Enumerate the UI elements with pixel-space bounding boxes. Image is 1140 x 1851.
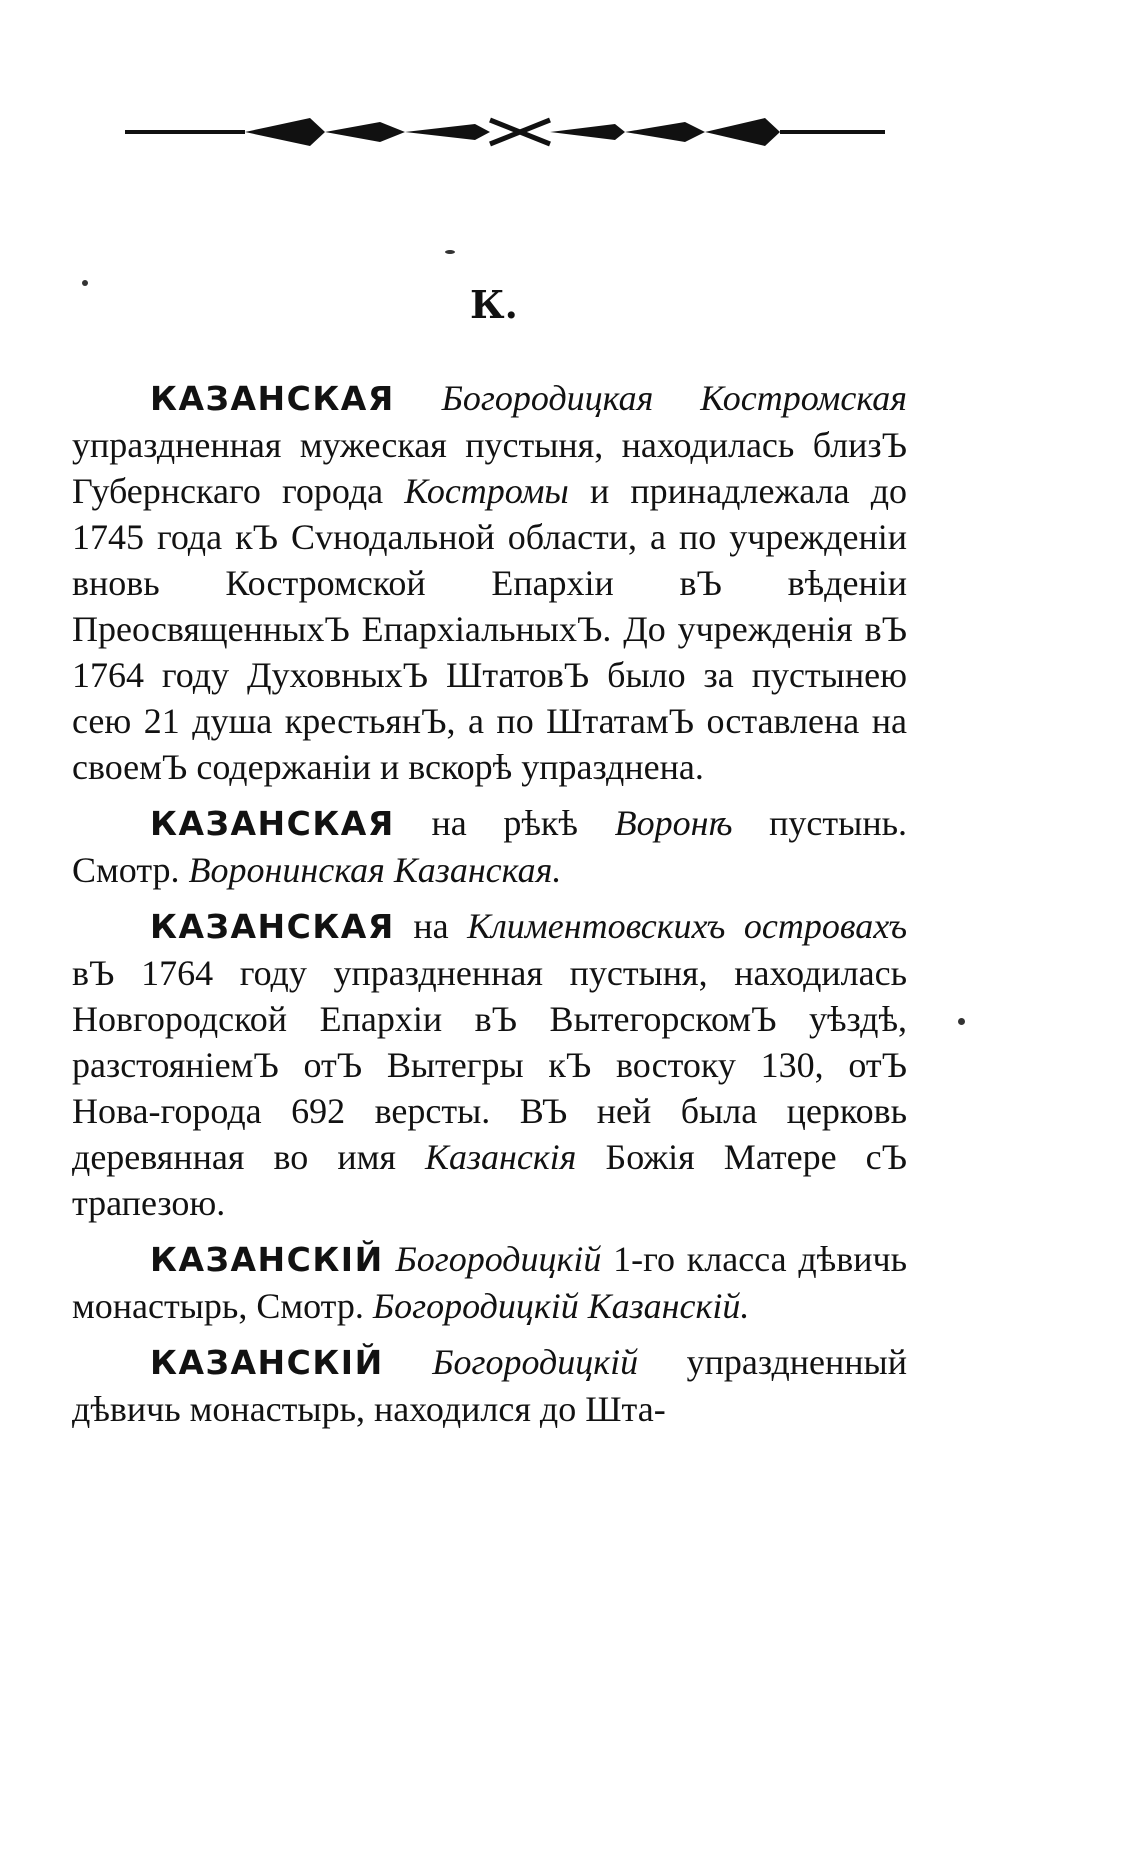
entry-text: вЪ 1764 году упраздненная пустыня, находилась Новгородской Епархіи вЪ ВытегорскомЪ уѣздѣ, разстояніемЪ отЪ Вытегры кЪ востоку 130, отЪ Нова-города 692 версты. ВЪ ней была церковь деревянная во имя (72, 953, 907, 1177)
entry-kazanskiy-bogoroditskiy (72, 1236, 907, 1329)
entry-kazanskaya-vorona (72, 800, 907, 893)
section-letter: К. (470, 282, 518, 327)
entry-text: упраздненный дѣвичь монастырь, находился до Шта- (72, 1342, 907, 1429)
entry-place: Воронѣ (614, 803, 733, 843)
entry-city: Костромы (404, 471, 569, 511)
entry-text: на (413, 906, 449, 946)
entry-name: Богородицкій (432, 1342, 639, 1382)
print-speck (82, 280, 88, 286)
entry-head: КАЗАНСКАЯ (150, 379, 395, 418)
entry-kazanskaya-kostromskaya (72, 375, 907, 790)
entry-head: КАЗАНСКІЙ (150, 1240, 384, 1279)
entry-name: Богородицкій (395, 1239, 602, 1279)
entry-head: КАЗАНСКАЯ (150, 804, 395, 843)
entry-text: на рѣкѣ (431, 803, 578, 843)
entry-text: упраздненная мужеская пустыня, находилась близЪ Губернскаго города (72, 425, 907, 511)
entry-head: КАЗАНСКАЯ (150, 907, 395, 946)
entry-place: Климентовскихъ островахъ (467, 906, 908, 946)
entry-reference: Богородицкій Казанскій. (372, 1286, 750, 1326)
entry-text: пустынь. Смотр. (72, 803, 908, 890)
dictionary-text (72, 375, 907, 1442)
entry-reference: Воронинская Казанская. (188, 850, 562, 890)
entry-name: Богородицкая Костромская (441, 378, 908, 418)
entry-kazanskaya-klimentovskikh (72, 903, 907, 1226)
entry-text: и принадлежала до 1745 года кЪ Сvнодальной области, а по учрежденіи вновь Костромской Епархіи вЪ вѣденіи ПреосвященныхЪ ЕпархіальныхЪ. До учрежденія вЪ 1764 году ДуховныхЪ ШтатовЪ было за пустынею сею 21 душа крестьянЪ, а по ШтатамЪ оставлена на своемЪ содержаніи и вскорѣ упразднена. (72, 471, 908, 787)
entry-kazanskiy-abolished (72, 1339, 907, 1432)
entry-head: КАЗАНСКІЙ (150, 1343, 384, 1382)
print-speck (445, 250, 455, 254)
entry-text: 1-го класса дѣвичь монастырь, Смотр. (72, 1239, 908, 1326)
ornamental-divider (125, 112, 885, 152)
entry-icon-name: Казанскія (425, 1137, 577, 1177)
print-speck (958, 1018, 965, 1025)
entry-text: Божія Матере сЪ трапезою. (72, 1137, 908, 1223)
